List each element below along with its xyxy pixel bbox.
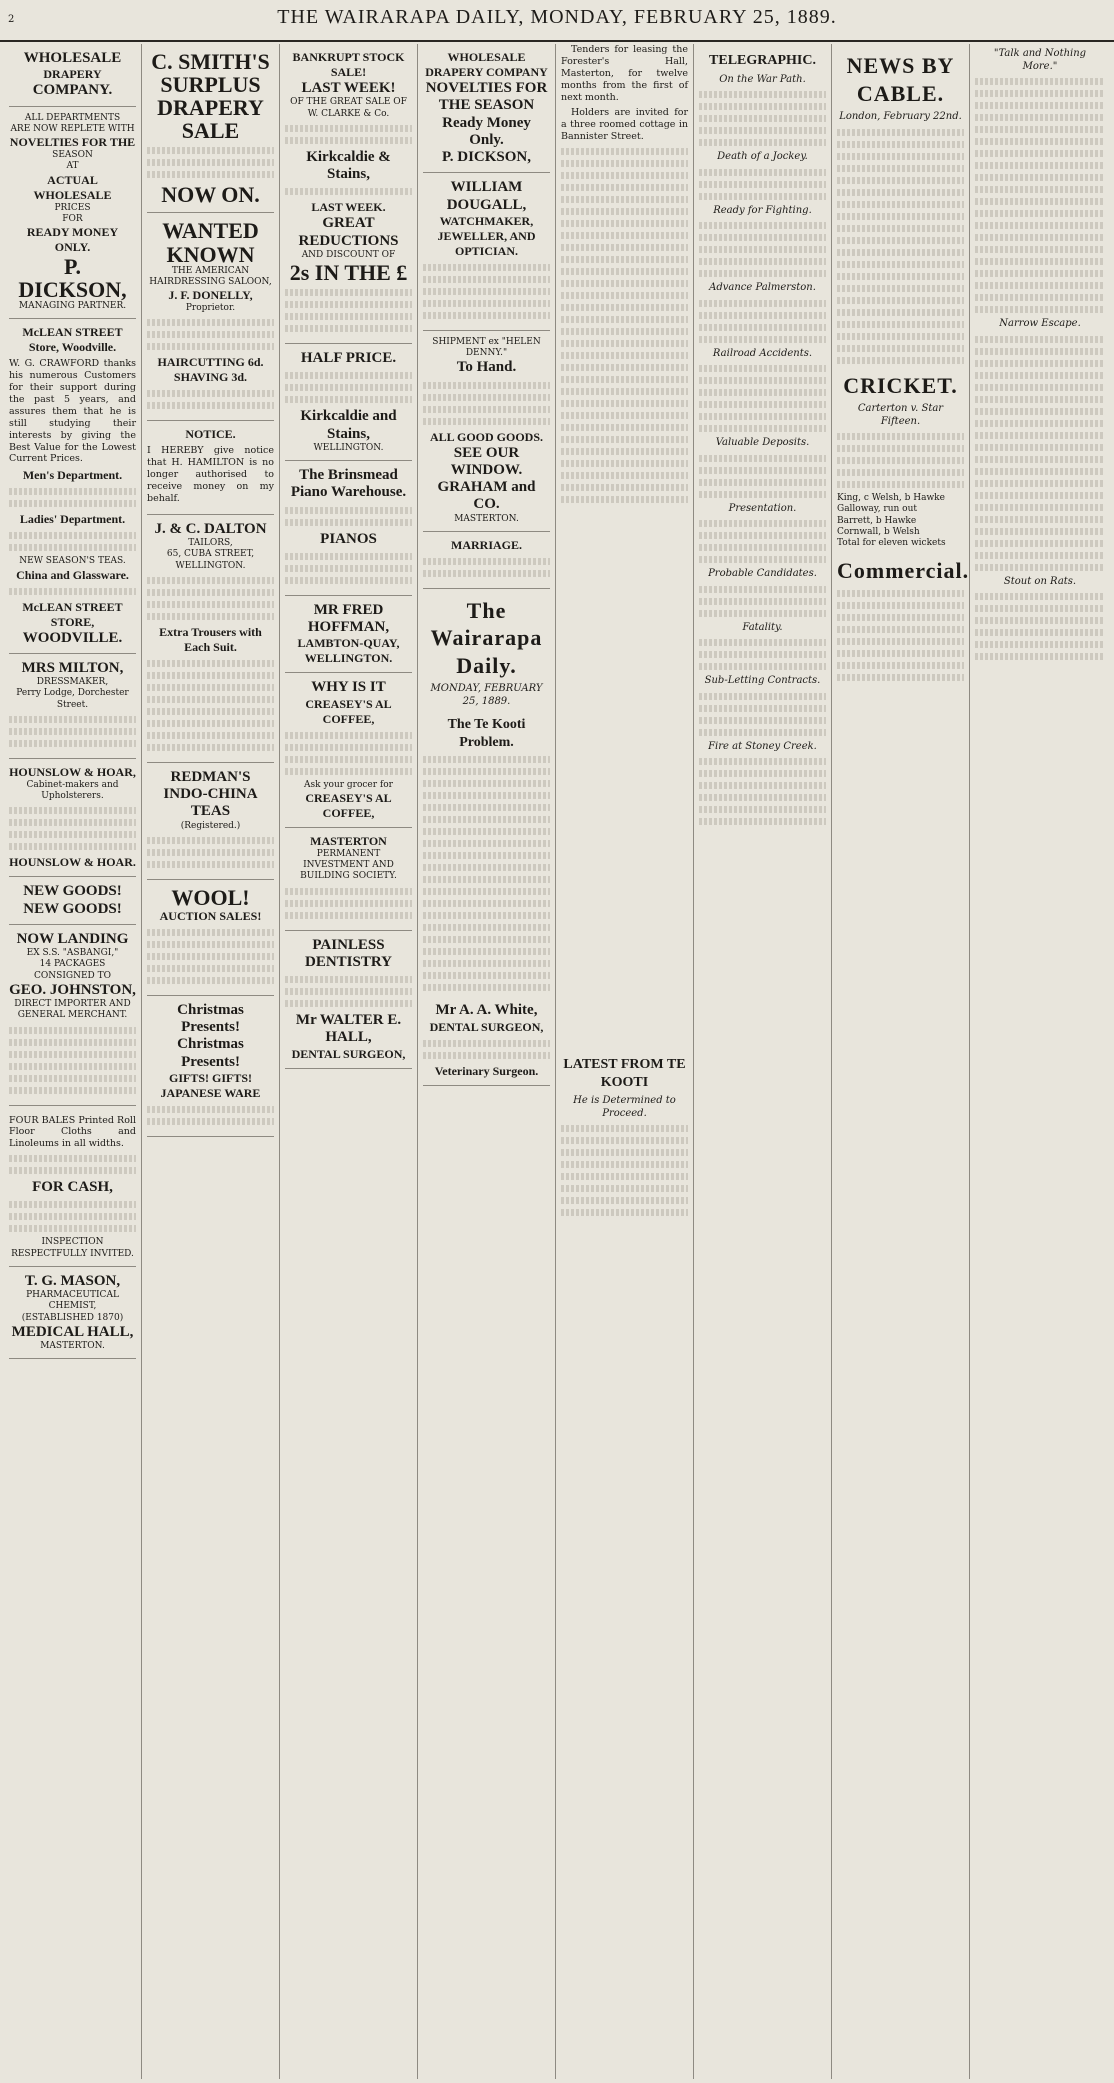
ad-heading: Christmas Presents! — [177, 1001, 244, 1036]
advert-graham-and-co — [423, 331, 550, 532]
ad-subheading: ALL GOOD GOODS. — [429, 429, 544, 444]
ad-name: WILLIAM DOUGALL, — [446, 179, 527, 213]
ad-line: 65, CUBA STREET, WELLINGTON. — [166, 549, 255, 571]
ad-name: Mr A. A. White, — [435, 1002, 538, 1019]
ad-heading: 2s IN THE £ — [289, 260, 408, 285]
ad-heading: HOUNSLOW & HOAR, — [9, 764, 136, 779]
news-subheadline: Railroad Accidents. — [712, 347, 813, 359]
ad-subheading: CREASEY'S AL COFFEE, — [305, 790, 392, 820]
ad-line: MASTERTON. — [40, 1341, 105, 1352]
advert-mclean-street-store — [9, 319, 136, 653]
ad-role: DENTAL SURGEON, — [291, 1046, 406, 1061]
advert-redmans-teas — [147, 763, 274, 880]
column-2 — [142, 44, 280, 2079]
ad-line: HOUNSLOW & HOAR. — [9, 855, 136, 870]
ad-subheading: PERMANENT INVESTMENT AND BUILDING SOCIETY. — [300, 848, 397, 882]
ad-role: DIRECT IMPORTER AND — [14, 999, 131, 1010]
column-3 — [280, 44, 418, 2079]
ad-subheading: GIFTS! GIFTS! — [168, 1070, 252, 1085]
ad-line: NEW SEASON'S TEAS. — [19, 556, 126, 567]
column-7 — [832, 44, 970, 2079]
ad-heading: WANTED KNOWN — [162, 218, 259, 267]
ad-heading: SURPLUS — [160, 72, 261, 98]
score-line: Barrett, b Hawke — [837, 515, 917, 526]
advert-mrs-milton — [9, 654, 136, 759]
ad-line: MASTERTON. — [454, 513, 519, 524]
ad-role: Proprietor. — [185, 303, 236, 314]
ad-name: GEO. JOHNSTON, — [9, 981, 136, 998]
ad-line: THE AMERICAN HAIRDRESSING SALOON, — [149, 265, 272, 287]
ad-role: DENTAL SURGEON, — [429, 1019, 544, 1034]
ad-name: Mr WALTER E. HALL, — [295, 1012, 402, 1046]
editorial — [423, 597, 550, 992]
news-subheadline: Probable Candidates. — [708, 568, 817, 579]
advert-william-dougall — [423, 173, 550, 331]
news-subheadline: Narrow Escape. — [999, 318, 1081, 329]
ad-name: T. G. MASON, — [24, 1272, 121, 1289]
score-line: King, c Welsh, b Hawke — [837, 493, 945, 503]
ad-heading: NEW GOODS! — [23, 900, 122, 917]
ad-name: Kirkcaldie & Stains, — [306, 148, 391, 182]
ad-line: Ask your grocer for — [304, 779, 393, 790]
ad-line: OF THE GREAT SALE OF W. CLARKE & Co. — [290, 97, 407, 119]
ad-line: ARE NOW REPLETE WITH — [10, 123, 135, 134]
ad-subheading: PIANOS — [320, 530, 377, 547]
ad-subheading: COMPANY. — [32, 82, 113, 99]
ad-line: SHIPMENT ex "HELEN DENNY." — [432, 336, 541, 358]
ad-name: P. DICKSON, — [441, 149, 532, 165]
masthead — [0, 0, 1114, 42]
advert-half-price — [285, 344, 412, 461]
ad-heading: NOVELTIES FOR THE SEASON — [425, 80, 548, 114]
ad-heading: SALE — [181, 118, 240, 144]
ad-heading: FOR CASH, — [32, 1179, 113, 1196]
ad-line: WELLINGTON. — [304, 651, 393, 666]
ad-line: ACTUAL WHOLESALE — [33, 172, 112, 202]
ad-line: ALL DEPARTMENTS — [24, 112, 121, 123]
ad-subheading: JAPANESE WARE — [160, 1085, 261, 1100]
ad-heading: J. & C. DALTON — [154, 520, 267, 537]
advert-hounslow-hoar — [9, 759, 136, 878]
ad-role: Cabinet-makers and Upholsterers. — [26, 779, 119, 802]
ad-line: LAST WEEK. — [311, 200, 386, 215]
ad-heading: WOOL! — [171, 884, 250, 910]
ad-heading: NOW LANDING — [16, 930, 129, 947]
ad-name: J. F. DONELLY, — [168, 288, 253, 303]
ad-role: Veterinary Surgeon. — [434, 1063, 539, 1078]
ad-role: DRESSMAKER, — [36, 677, 109, 688]
ad-line: EX S.S. "ASBANGI," — [26, 948, 119, 959]
ad-line: (Registered.) — [180, 820, 241, 831]
news-subheadline: Sub-Letting Contracts. — [704, 675, 821, 686]
advert-a-a-white — [423, 996, 550, 1085]
advert-new-goods — [9, 877, 136, 925]
advert-c-smith-sale — [147, 44, 274, 213]
ad-line: McLEAN STREET STORE, — [22, 599, 123, 629]
ad-heading: GREAT REDUCTIONS — [298, 215, 399, 249]
ad-body: FOUR BALES Printed Roll Floor Cloths and Linoleums in all widths. — [9, 1114, 136, 1150]
ad-heading: McLEAN STREET Store, Woodville. — [22, 325, 123, 355]
editorial-masthead: The Wairarapa Daily. — [430, 597, 543, 678]
ad-heading: Christmas Presents! — [177, 1036, 244, 1070]
ad-role: WATCHMAKER, JEWELLER, AND OPTICIAN. — [437, 213, 536, 258]
ad-line: NOVELTIES FOR THE — [9, 135, 136, 149]
ad-line: INSPECTION RESPECTFULLY INVITED. — [11, 1237, 134, 1259]
ad-heading: HALF PRICE. — [300, 350, 397, 367]
news-paragraph: Tenders for leasing the Forester's Hall, Masterton, for twelve months from the first of next month. — [561, 44, 688, 103]
column-6 — [694, 44, 832, 2079]
editorial-title: The Te Kooti Problem. — [447, 717, 526, 750]
ad-heading: DRAPERY — [157, 95, 264, 121]
newspaper-title: THE WAIRARAPA DAILY, MONDAY, FEBRUARY 25, 1889. — [277, 6, 837, 28]
ad-heading: MARRIAGE. — [451, 537, 522, 552]
advert-wholesale-drapery — [9, 44, 136, 319]
news-subheadline: He is Determined to Proceed. — [573, 1095, 676, 1119]
ad-subheading: Extra Trousers with Each Suit. — [159, 624, 262, 654]
ad-heading: NOTICE. — [185, 427, 236, 442]
ad-subheading: AUCTION SALES! — [159, 908, 262, 923]
ad-heading: PAINLESS DENTISTRY — [305, 936, 392, 970]
ad-line: (ESTABLISHED 1870) — [21, 1312, 124, 1323]
news-paragraph: Holders are invited for a three roomed cottage in Bannister Street. — [561, 107, 688, 143]
advert-building-society — [285, 828, 412, 931]
score-line: Total for eleven wickets — [837, 538, 946, 548]
score-line: Galloway, run out — [837, 504, 917, 515]
ad-heading: Ready Money Only. — [442, 114, 531, 148]
section-commercial: Commercial. — [837, 558, 970, 584]
ad-body: W. G. CRAWFORD thanks his numerous Customers for their support during the past 5 years, and assures them that he is still studying their interests by giving the Best Value for the Lowest Current Prices. — [9, 358, 136, 465]
news-subheadline: Death of a Jockey. — [717, 151, 808, 162]
news-subheadline: Stout on Rats. — [1003, 575, 1077, 587]
ad-line: LAMBTON-QUAY, — [297, 636, 400, 651]
news-subheadline: Valuable Deposits. — [715, 437, 810, 448]
ad-subheading: DRAPERY — [43, 67, 102, 82]
ad-heading: WHOLESALE — [23, 50, 122, 66]
notice-marriage — [423, 532, 550, 589]
ad-heading: MASTERTON — [310, 833, 387, 848]
ad-heading: NEW GOODS! — [23, 883, 122, 900]
ad-heading: The Brinsmead Piano Warehouse. — [290, 467, 407, 501]
ad-heading: LAST WEEK! — [301, 80, 396, 96]
ad-line: PRICES — [54, 202, 91, 213]
section-telegraphic: TELEGRAPHIC. — [709, 53, 816, 68]
advert-creasey-coffee — [285, 673, 412, 828]
news-subheadline: "Talk and Nothing More." — [993, 48, 1087, 72]
ad-name: P. DICKSON, — [18, 254, 127, 303]
ad-body: I HEREBY give notice that H. HAMILTON is no longer authorised to receive money on my behalf. — [147, 445, 274, 504]
advert-brinsmead-piano — [285, 461, 412, 596]
news-subheadline: Ready for Fighting. — [713, 204, 812, 216]
ad-line: Perry Lodge, Dorchester Street. — [16, 688, 129, 710]
ad-subheading: China and Glassware. — [16, 567, 129, 582]
ad-heading: SEE OUR WINDOW. — [450, 444, 523, 478]
news-subheadline: On the War Path. — [719, 73, 806, 85]
score-line: Cornwall, b Welsh — [837, 526, 920, 537]
editorial-date: MONDAY, FEBRUARY 25, 1889. — [430, 683, 543, 707]
ad-role: MANAGING PARTNER. — [18, 301, 127, 312]
advert-floor-cloths — [9, 1106, 136, 1267]
ad-line: 14 PACKAGES CONSIGNED TO — [34, 959, 111, 981]
section-news-by-cable: NEWS BY CABLE. — [846, 53, 955, 106]
advert-dalton-tailors — [147, 515, 274, 763]
ad-line: WELLINGTON. — [313, 442, 384, 453]
news-dateline: London, February 22nd. — [839, 111, 962, 122]
ad-line: SEASON — [52, 150, 93, 160]
ad-heading: WHOLESALE DRAPERY COMPANY — [425, 50, 548, 79]
ad-heading: C. SMITH'S — [151, 49, 270, 74]
ad-heading: BANKRUPT STOCK SALE! — [292, 50, 405, 79]
section-cricket: CRICKET. — [843, 372, 958, 398]
ad-name: Kirkcaldie and Stains, — [300, 408, 397, 442]
ad-heading: REDMAN'S — [170, 768, 251, 785]
news-subheadline: Fire at Stoney Creek. — [708, 740, 817, 752]
ad-line: AT — [66, 161, 79, 172]
ad-heading: INDO-CHINA TEAS — [163, 786, 258, 820]
advert-geo-johnston — [9, 925, 136, 1106]
news-headline: LATEST FROM TE KOOTI — [563, 1057, 686, 1090]
ad-subheading: Men's Department. — [22, 468, 123, 483]
advert-wholesale-drapery-2 — [423, 44, 550, 173]
advert-painless-dentistry — [285, 931, 412, 1069]
column-8 — [970, 44, 1110, 2079]
cricket-scores — [837, 493, 964, 549]
ad-role: GENERAL MERCHANT. — [17, 1010, 128, 1021]
ad-line: HAIRCUTTING 6d. SHAVING 3d. — [157, 355, 264, 385]
news-subheadline: Carterton v. Star Fifteen. — [857, 403, 944, 427]
ad-line: FOR — [62, 213, 83, 224]
ad-role: PHARMACEUTICAL CHEMIST, — [26, 1290, 119, 1312]
advert-christmas-presents — [147, 996, 274, 1137]
ad-line: AND DISCOUNT OF — [301, 249, 396, 260]
ad-subheading: CREASEY'S AL COFFEE, — [305, 696, 392, 726]
ad-heading: WHY IS IT — [311, 679, 386, 696]
column-1 — [4, 44, 142, 2079]
advert-wool-auction — [147, 880, 274, 996]
advert-bankrupt-stock — [285, 44, 412, 344]
advert-fred-hoffman — [285, 596, 412, 674]
page-number: 2 — [8, 14, 15, 25]
advert-t-g-mason — [9, 1267, 136, 1360]
ad-heading: NOW ON. — [161, 182, 260, 208]
ad-line: MEDICAL HALL, — [11, 1323, 134, 1340]
ad-line: READY MONEY ONLY. — [26, 225, 119, 254]
ad-name: GRAHAM and CO. — [437, 479, 536, 513]
news-subheadline: Fatality. — [742, 621, 783, 633]
column-5 — [556, 44, 694, 2079]
ad-subheading: Ladies' Department. — [19, 512, 126, 527]
ad-heading: To Hand. — [456, 359, 517, 376]
ad-name: MR FRED HOFFMAN, — [307, 601, 390, 636]
advert-wanted-known — [147, 213, 274, 421]
advert-notice — [147, 421, 274, 514]
ad-heading: MRS MILTON, — [21, 659, 124, 676]
news-subheadline: Advance Palmerston. — [709, 282, 816, 293]
page-columns — [4, 44, 1110, 2079]
column-4 — [418, 44, 556, 2079]
news-subheadline: Presentation. — [728, 502, 797, 514]
ad-line: WOODVILLE. — [22, 629, 123, 646]
ad-role: TAILORS, — [188, 538, 233, 549]
